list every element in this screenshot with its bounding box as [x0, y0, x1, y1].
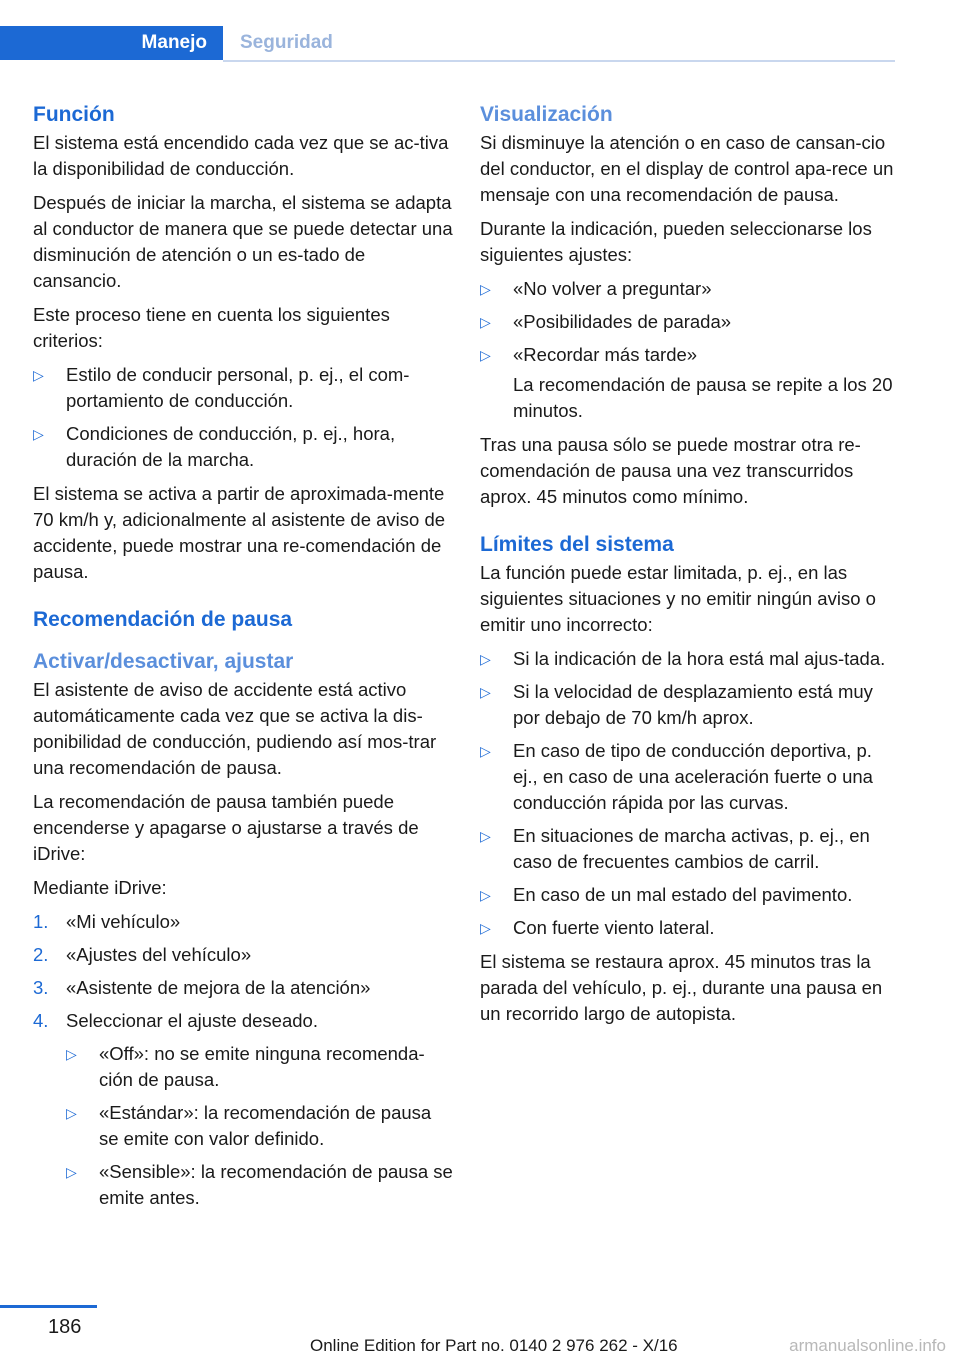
- paragraph: Si disminuye la atención o en caso de cansan‐cio del conductor, en el display de control apa‐rece un mensaje con una recomendación de pausa.: [480, 132, 894, 205]
- left-column: [33, 100, 453, 1219]
- paragraph: El sistema se restaura aprox. 45 minutos tras la parada del vehículo, p. ej., durante una pausa en un recorrido largo de autopista.: [480, 951, 883, 1024]
- tab-manejo[interactable]: Manejo: [0, 26, 223, 60]
- paragraph: Después de iniciar la marcha, el sistema se adapta al conductor de manera que se puede detectar una disminución de atención o un es‐tado de cansancio.: [33, 192, 453, 291]
- list-item: ▷ Con fuerte viento lateral.: [480, 915, 900, 941]
- triangle-bullet-icon: ▷: [480, 920, 491, 936]
- step-item: 1. «Mi vehículo»: [33, 911, 181, 932]
- list-item: ▷ «Posibilidades de parada»: [480, 309, 900, 335]
- list-item: ▷ En situaciones de marcha activas, p. ej., en caso de frecuentes cambios de carril.: [480, 825, 870, 872]
- paragraph: El sistema se activa a partir de aproximada‐mente 70 km/h y, adicionalmente al asistente de aviso de accidente, puede mostrar una re‐comendación de pausa.: [33, 483, 446, 582]
- step-item: 4. Seleccionar el ajuste deseado. ▷ «Off»: no se emite ninguna recomenda‐ción de pausa. ▷ «Estándar»: la recomendación de pausa se emite con valor definido. ▷ «Sensible»: la recomendación de pausa se emite antes.: [33, 1008, 453, 1211]
- header-rule: [223, 60, 895, 62]
- page-number: 186: [48, 1316, 82, 1338]
- list-item: ▷ En caso de tipo de conducción deportiva, p. ej., en caso de una aceleración fuerte o una conducción rápida por las curvas.: [480, 740, 873, 813]
- triangle-bullet-icon: ▷: [33, 367, 44, 383]
- paragraph: Tras una pausa sólo se puede mostrar otra re‐comendación de pausa una vez transcurridos aprox. 45 minutos como mínimo.: [480, 434, 861, 507]
- page-header: [0, 26, 895, 62]
- section-title-funcion: Función: [33, 103, 115, 126]
- list-item-note: La recomendación de pausa se repite a los 20 minutos.: [513, 374, 893, 421]
- triangle-bullet-icon: ▷: [480, 651, 491, 667]
- triangle-bullet-icon: ▷: [66, 1046, 77, 1062]
- tab-seguridad[interactable]: Seguridad: [240, 32, 333, 53]
- triangle-bullet-icon: ▷: [66, 1105, 77, 1121]
- triangle-bullet-icon: ▷: [33, 426, 44, 442]
- list-item: ▷ Si la indicación de la hora está mal ajus‐tada.: [480, 646, 900, 672]
- section-title-activar: Activar/desactivar, ajustar: [33, 650, 294, 673]
- section-title-recomendacion: Recomendación de pausa: [33, 608, 293, 631]
- section-title-limites: Límites del sistema: [480, 533, 674, 556]
- triangle-bullet-icon: ▷: [480, 281, 491, 297]
- list-item: ▷ En caso de un mal estado del pavimento.: [480, 882, 900, 908]
- paragraph: La función puede estar limitada, p. ej., en las siguientes situaciones y no emitir ningún aviso o emitir uno incorrecto:: [480, 562, 876, 635]
- step-item: 3. «Asistente de mejora de la atención»: [33, 977, 371, 998]
- list-item: ▷ «Recordar más tarde» La recomendación de pausa se repite a los 20 minutos.: [480, 342, 900, 424]
- list-item: ▷ «No volver a preguntar»: [480, 276, 900, 302]
- triangle-bullet-icon: ▷: [66, 1164, 77, 1180]
- triangle-bullet-icon: ▷: [480, 828, 491, 844]
- triangle-bullet-icon: ▷: [480, 887, 491, 903]
- steps-list: [33, 909, 453, 1211]
- footer-rule: [0, 1305, 97, 1308]
- list-item: ▷ Condiciones de conducción, p. ej., hora, duración de la marcha.: [33, 423, 396, 470]
- paragraph: Este proceso tiene en cuenta los siguientes criterios:: [33, 304, 390, 351]
- options-list: [66, 1041, 453, 1211]
- display-options-list: [480, 276, 900, 424]
- list-item: ▷ «Off»: no se emite ninguna recomenda‐ción de pausa.: [66, 1043, 425, 1090]
- triangle-bullet-icon: ▷: [480, 314, 491, 330]
- triangle-bullet-icon: ▷: [480, 347, 491, 363]
- step-item: 2. «Ajustes del vehículo»: [33, 944, 252, 965]
- paragraph: El asistente de aviso de accidente está activo automáticamente cada vez que se activa la dis‐ponibilidad de conducción, pudiendo así mos‐trar una recomendación de pausa.: [33, 679, 437, 778]
- triangle-bullet-icon: ▷: [480, 684, 491, 700]
- triangle-bullet-icon: ▷: [480, 743, 491, 759]
- section-title-visualizacion: Visualización: [480, 103, 613, 126]
- paragraph: El sistema está encendido cada vez que se ac‐tiva la disponibilidad de conducción.: [33, 132, 449, 179]
- limits-list: [480, 646, 900, 941]
- list-item: ▷ Si la velocidad de desplazamiento está muy por debajo de 70 km/h aprox.: [480, 681, 873, 728]
- list-item: ▷ Estilo de conducir personal, p. ej., el com‐portamiento de conducción.: [33, 364, 410, 411]
- list-item: ▷ «Sensible»: la recomendación de pausa se emite antes.: [66, 1161, 453, 1208]
- list-item: ▷ «Estándar»: la recomendación de pausa se emite con valor definido.: [66, 1102, 432, 1149]
- right-column: [480, 100, 900, 1035]
- edition-text: Online Edition for Part no. 0140 2 976 262 - X/16: [310, 1336, 678, 1355]
- watermark: armanualsonline.info: [789, 1336, 946, 1355]
- paragraph: Mediante iDrive:: [33, 877, 167, 898]
- paragraph: La recomendación de pausa también puede encenderse y apagarse o ajustarse a través de iDrive:: [33, 791, 419, 864]
- paragraph: Durante la indicación, pueden seleccionarse los siguientes ajustes:: [480, 218, 872, 265]
- criteria-list: [33, 362, 453, 473]
